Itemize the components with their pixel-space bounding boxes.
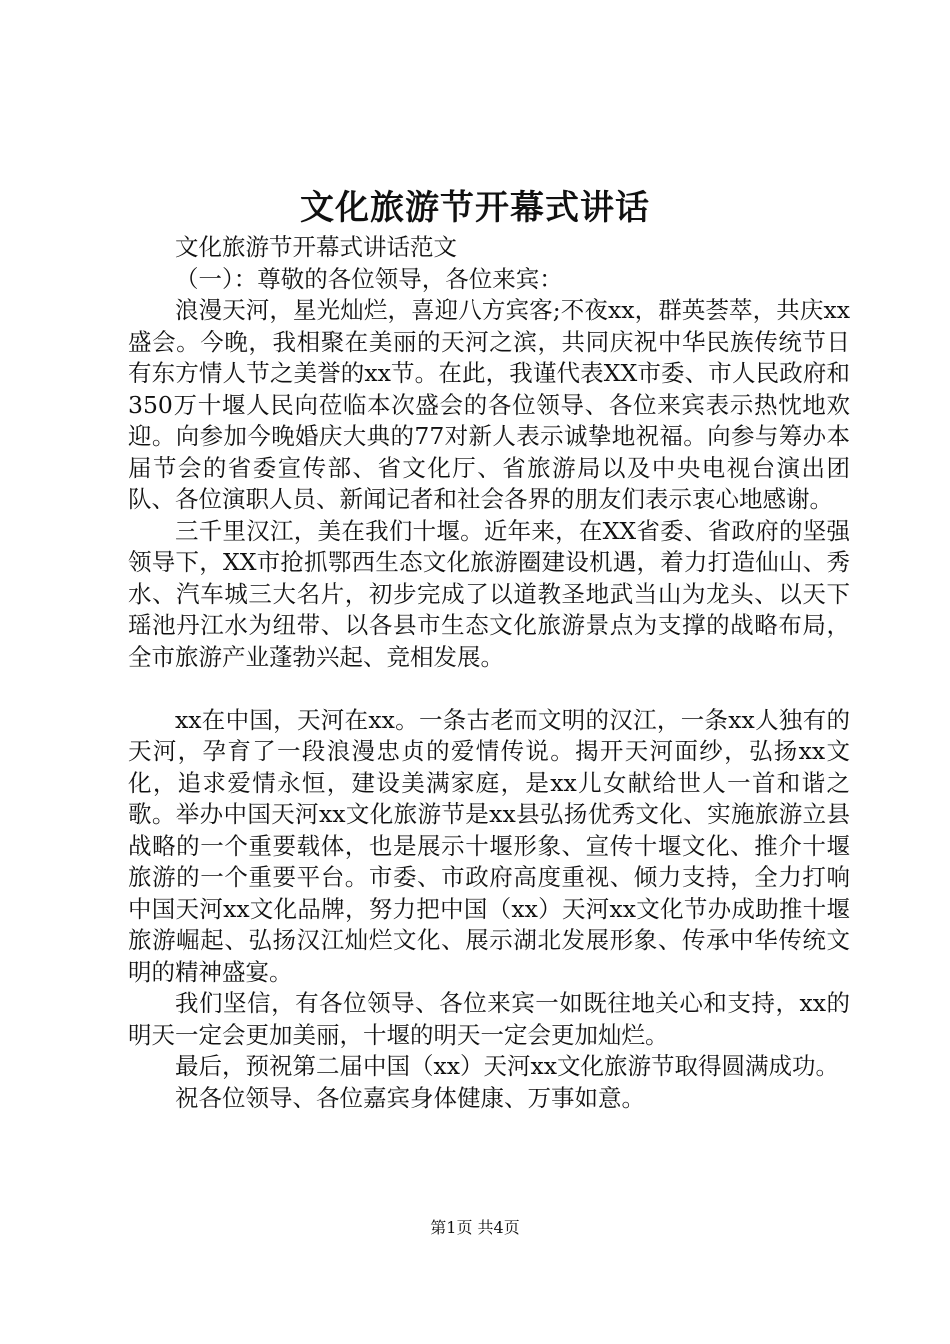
document-body bbox=[128, 232, 850, 1114]
paragraph-closing: 祝各位领导、各位嘉宾身体健康、万事如意。 bbox=[175, 1083, 645, 1112]
paragraph: 最后，预祝第二届中国（xx）天河xx文化旅游节取得圆满成功。 bbox=[175, 1052, 840, 1080]
document-title: 文化旅游节开幕式讲话 bbox=[300, 188, 650, 228]
page-number-footer: 第1页 共4页 bbox=[430, 1218, 520, 1237]
paragraph-subtitle: 文化旅游节开幕式讲话范文 bbox=[175, 233, 457, 261]
paragraph: 我们坚信，有各位领导、各位来宾一如既往地关心和支持，xx的明天一定会更加美丽，十堰的明天一定会更加灿烂。 bbox=[128, 989, 850, 1049]
paragraph: xx在中国，天河在xx。一条古老而文明的汉江，一条xx人独有的天河，孕育了一段浪漫忠贞的爱情传说。揭开天河面纱，弘扬xx文化，追求爱情永恒，建设美满家庭，是xx儿女献给世人一首和谐之歌。举办中国天河xx文化旅游节是xx县弘扬优秀文化、实施旅游立县战略的一个重要载体，也是展示十堰形象、宣传十堰文化、推介十堰旅游的一个重要平台。市委、市政府高度重视、倾力支持，全力打响中国天河xx文化品牌，努力把中国（xx）天河xx文化节办成助推十堰旅游崛起、弘扬汉江灿烂文化、展示湖北发展形象、传承中华传统文明的精神盛宴。 bbox=[128, 705, 850, 986]
paragraph-spacer bbox=[128, 673, 850, 705]
paragraph: 三千里汉江，美在我们十堰。近年来，在XX省委、省政府的坚强领导下，XX市抢抓鄂西生态文化旅游圈建设机遇，着力打造仙山、秀水、汽车城三大名片，初步完成了以道教圣地武当山为龙头、以天下瑶池丹江水为纽带、以各县市生态文化旅游景点为支撑的战略布局，全市旅游产业蓬勃兴起、竞相发展。 bbox=[128, 516, 850, 671]
paragraph-greeting: （一）：尊敬的各位领导，各位来宾： bbox=[175, 264, 563, 293]
paragraph: 浪漫天河，星光灿烂，喜迎八方宾客;不夜xx，群英荟萃，共庆xx盛会。今晚，我相聚在美丽的天河之滨，共同庆祝中华民族传统节日有东方情人节之美誉的xx节。在此，我谨代表XX市委、市人民政府和350万十堰人民向莅临本次盛会的各位领导、各位来宾表示热忱地欢迎。向参加今晚婚庆大典的77对新人表示诚挚地祝福。向参与筹办本届节会的省委宣传部、省文化厅、省旅游局以及中央电视台演出团队、各位演职人员、新闻记者和社会各界的朋友们表示衷心地感谢。 bbox=[128, 296, 850, 513]
